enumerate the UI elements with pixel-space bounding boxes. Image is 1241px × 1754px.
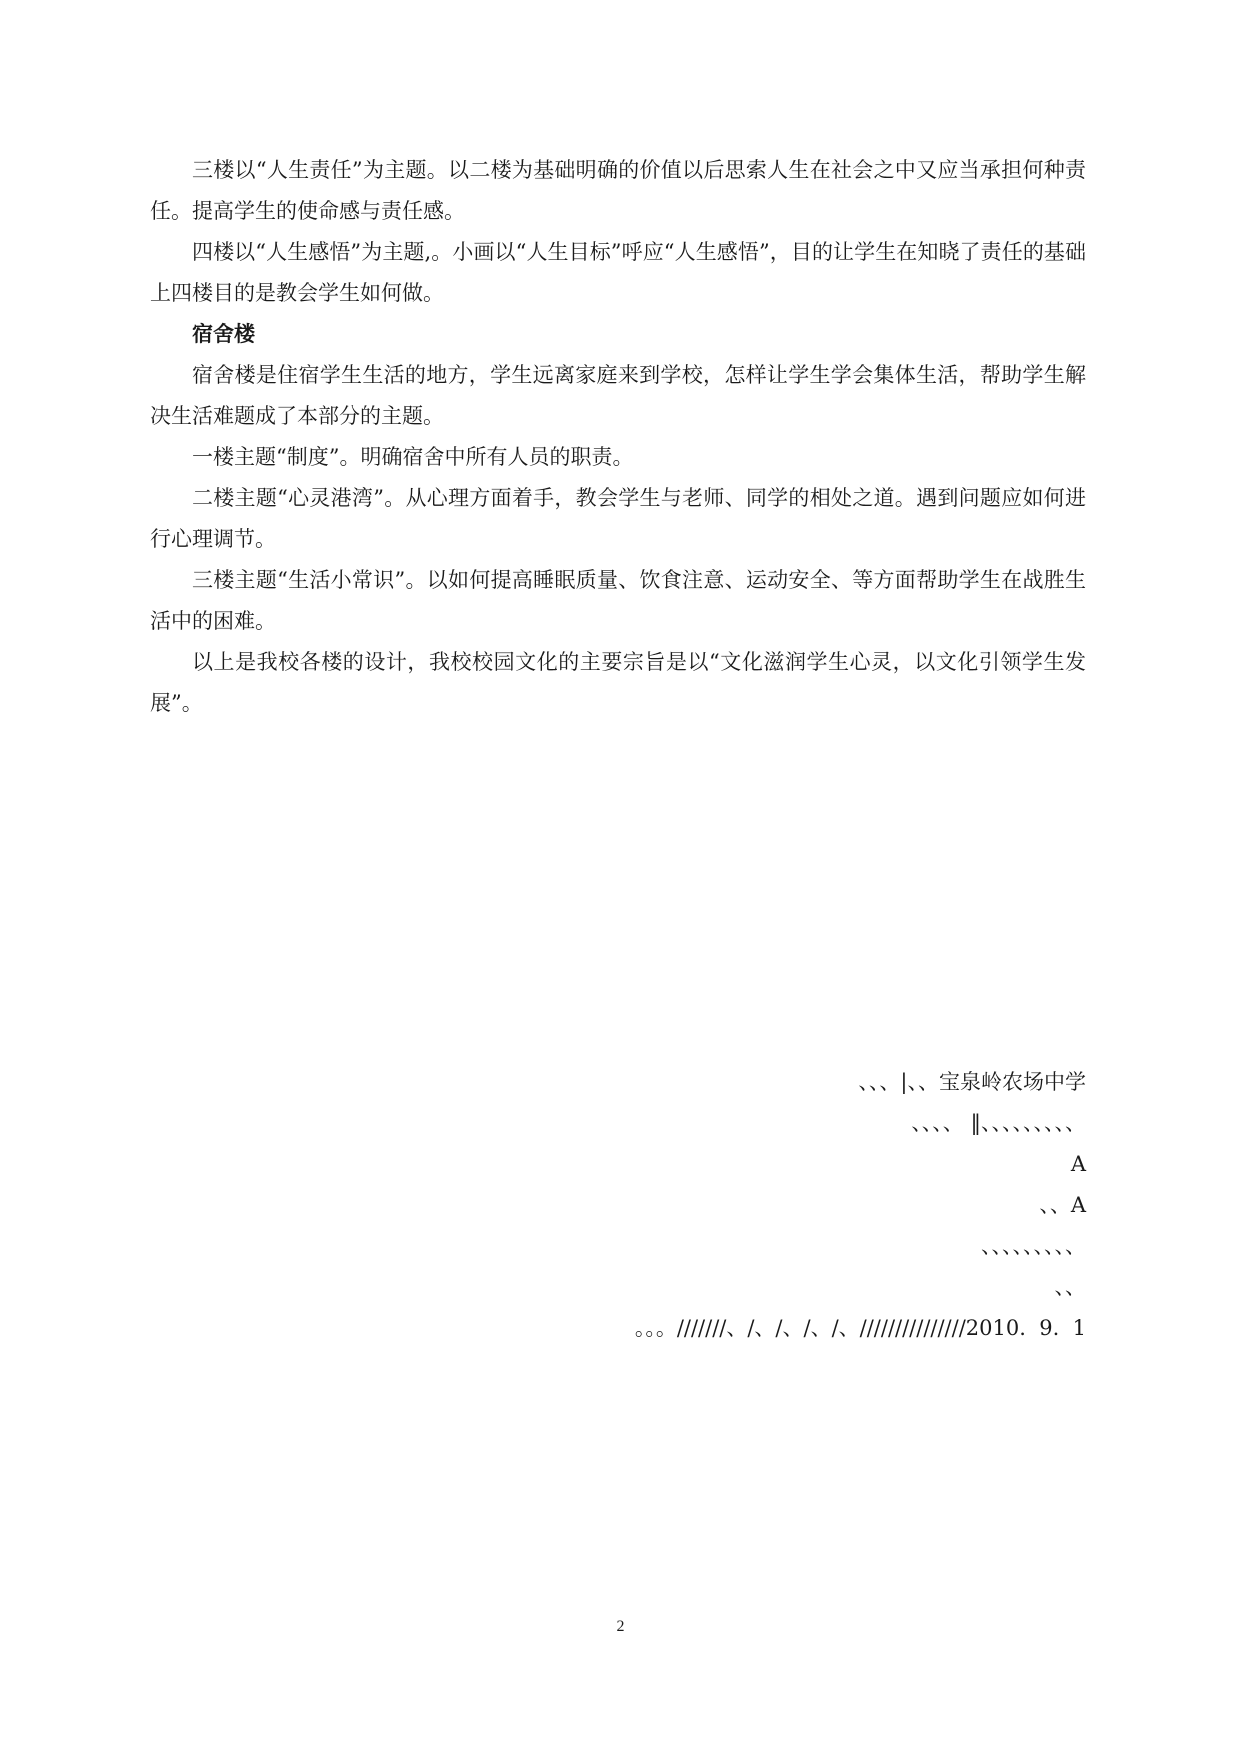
signature-line: 、、、、、、、、、: [981, 1234, 1086, 1258]
signature-line: 、、A: [1039, 1193, 1086, 1217]
section-heading-dormitory: 宿舍楼: [192, 322, 255, 346]
signature-date: 。。。///////、/、/、/、/、///////////////2010. 9. 1: [634, 1316, 1086, 1340]
body-text: [150, 150, 1086, 724]
paragraph-fourth-floor: 四楼以“人生感悟”为主题,。小画以“人生目标”呼应“人生感悟”，目的让学生在知晓了责任的基础上四楼目的是教会学生如何做。: [150, 240, 1086, 305]
signature-line: 、、、、 ‖、、、、、、、、、: [911, 1111, 1086, 1135]
signature-block: [386, 1062, 1086, 1349]
signature-line: 、、: [1054, 1275, 1086, 1299]
paragraph-dorm-first-floor: 一楼主题“制度”。明确宿舍中所有人员的职责。: [192, 445, 634, 469]
paragraph-third-floor: 三楼以“人生责任”为主题。以二楼为基础明确的价值以后思索人生在社会之中又应当承担何种责任。提高学生的使命感与责任感。: [150, 158, 1086, 223]
signature-line: A: [1070, 1152, 1086, 1176]
paragraph-dorm-second-floor: 二楼主题“心灵港湾”。从心理方面着手，教会学生与老师、同学的相处之道。遇到问题应如何进行心理调节。: [150, 486, 1086, 551]
paragraph-dorm-third-floor: 三楼主题“生活小常识”。以如何提高睡眠质量、饮食注意、运动安全、等方面帮助学生在战胜生活中的困难。: [150, 568, 1086, 633]
page-number: 2: [616, 1618, 625, 1635]
paragraph-dormitory-intro: 宿舍楼是住宿学生生活的地方，学生远离家庭来到学校，怎样让学生学会集体生活，帮助学生解决生活难题成了本部分的主题。: [150, 363, 1086, 428]
paragraph-summary: 以上是我校各楼的设计，我校校园文化的主要宗旨是以“文化滋润学生心灵，以文化引领学生发展”。: [150, 650, 1086, 715]
signature-school-name: 、、、|、、宝泉岭农场中学: [858, 1070, 1086, 1094]
